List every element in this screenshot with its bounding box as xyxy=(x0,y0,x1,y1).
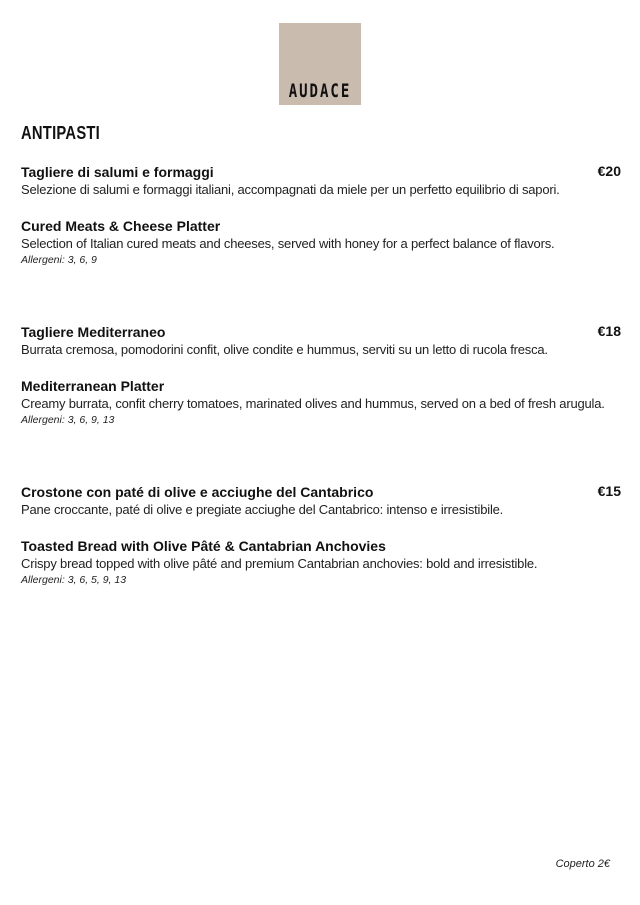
item-allergens: Allergeni: 3, 6, 5, 9, 13 xyxy=(21,574,127,586)
item-name-en: Cured Meats & Cheese Platter xyxy=(21,218,221,234)
item-desc-en: Creamy burrata, confit cherry tomatoes, marinated olives and hummus, served on a bed of fresh arugula. xyxy=(21,396,605,411)
logo-text: AUDACE xyxy=(288,81,352,103)
item-name-it: Crostone con paté di olive e acciughe del Cantabrico xyxy=(21,484,374,500)
logo xyxy=(279,23,361,105)
cover-charge: Coperto 2€ xyxy=(555,858,610,870)
item-price: €15 xyxy=(597,483,621,499)
menu-item xyxy=(21,163,621,267)
item-price: €18 xyxy=(597,323,621,339)
item-name-en: Mediterranean Platter xyxy=(21,378,165,394)
item-allergens: Allergeni: 3, 6, 9 xyxy=(21,254,97,266)
menu-item xyxy=(21,483,621,587)
item-price: €20 xyxy=(597,163,621,179)
item-desc-en: Crispy bread topped with olive pâté and premium Cantabrian anchovies: bold and irresistible. xyxy=(21,556,538,571)
menu-item xyxy=(21,323,621,427)
item-desc-it: Burrata cremosa, pomodorini confit, olive condite e hummus, serviti su un letto di rucola fresca. xyxy=(21,342,548,357)
item-allergens: Allergeni: 3, 6, 9, 13 xyxy=(21,414,115,426)
item-desc-it: Selezione di salumi e formaggi italiani, accompagnati da miele per un perfetto equilibrio di sapori. xyxy=(21,182,560,197)
item-name-it: Tagliere Mediterraneo xyxy=(21,324,166,340)
item-desc-en: Selection of Italian cured meats and cheeses, served with honey for a perfect balance of flavors. xyxy=(21,236,555,251)
section-title: ANTIPASTI xyxy=(21,123,101,143)
item-desc-it: Pane croccante, paté di olive e pregiate acciughe del Cantabrico: intenso e irresistibile. xyxy=(21,502,504,517)
item-name-en: Toasted Bread with Olive Pâté & Cantabrian Anchovies xyxy=(21,538,386,554)
item-name-it: Tagliere di salumi e formaggi xyxy=(21,164,214,180)
